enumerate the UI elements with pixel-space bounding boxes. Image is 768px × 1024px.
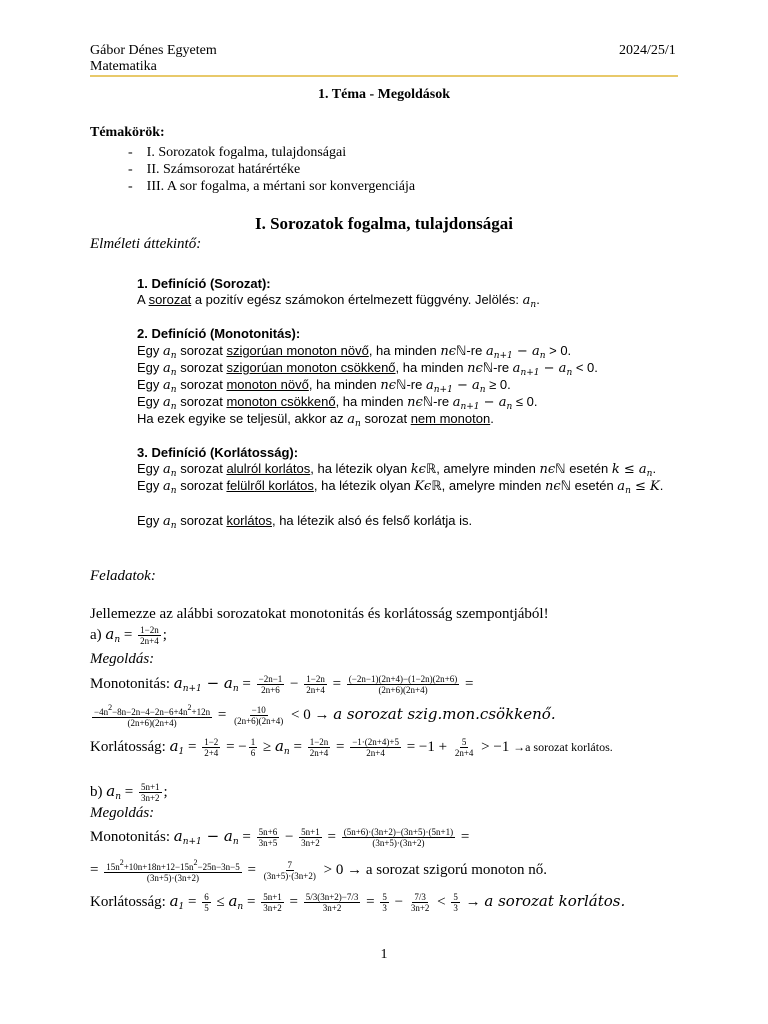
solution-label: Megoldás: (90, 805, 155, 821)
page-title: 1. Téma - Megoldások (318, 87, 450, 102)
def2-line: Egy $a_n$ sorozat monoton csökkenő, ha minden nϵℕ-re $a_{n+1} - a_n \le 0$. (137, 394, 538, 412)
def2-line: Ha ezek egyike se teljesül, akkor az $a_n$ sorozat nem monoton. (137, 411, 494, 429)
def2-line: Egy $a_n$ sorozat szigorúan monoton csökkenő, ha minden nϵℕ-re $a_{n+1} - a_n < 0$. (137, 360, 598, 378)
def1-text: A sorozat a pozitív egész számokon értelmezett függvény. Jelölés: $a_n$. (137, 292, 540, 310)
mono-a-line2: $\frac{-4n2-8n-2n-4-2n-6+4n2+12n}{(2n+6)(2n+4)}$ = $\frac{-10}{(2n+6)(2n+4)}$ < 0 → a sorozat szig.mon.csökkenő. (94, 703, 556, 728)
def3-line: Egy $a_n$ sorozat korlátos, ha létezik alsó és felső korlátja is. (137, 513, 473, 531)
header-rule (90, 75, 678, 77)
task-b: b) $a_n$ = $\frac{5n+1}{3n+2}$ ; (90, 782, 168, 804)
solution-label: Megoldás: (90, 651, 155, 667)
def2-line: Egy $a_n$ sorozat szigorúan monoton növő, ha minden nϵℕ-re $a_{n+1} - a_n > 0$. (137, 343, 572, 361)
def2-line: Egy $a_n$ sorozat monoton növő, ha minden nϵℕ-re $a_{n+1} - a_n \ge 0$. (137, 377, 511, 395)
university-name: Gábor Dénes Egyetem (90, 43, 217, 58)
def1-title: 1. Definíció (Sorozat): (137, 276, 271, 291)
overview-label: Elméleti áttekintő: (90, 236, 202, 252)
tasks-label: Feladatok: (90, 568, 156, 584)
def2-title: 2. Definíció (Monotonitás): (137, 326, 301, 341)
bound-b-line: Korlátosság: $a_1$ = $\frac{6}{5}$ ≤ $a_n$ = $\frac{5n+1}{3n+2}$ = $\frac{5/3(3n+2)-7/3}{3n+2}$ = $\frac{5}{3}$ − $\frac{7/3}{3n+2}$ < $\frac{5}{3}$ → a sorozat korlátos. (90, 892, 626, 914)
def3-line: Egy $a_n$ sorozat alulról korlátos, ha létezik olyan kϵℝ, amelyre minden nϵℕ esetén $k \le a_n$. (137, 461, 657, 479)
topic-item: - III. A sor fogalma, a mértani sor konvergenciája (128, 179, 416, 194)
section-title: I. Sorozatok fogalma, tulajdonságai (254, 214, 513, 233)
subject-name: Matematika (90, 59, 157, 74)
mono-a-line1: Monotonitás: $a_{n+1} - a_n$ = $\frac{-2n-1}{2n+6}$ − $\frac{1-2n}{2n+4}$ = $\frac{(-2n-1)(2n+4)-(1-2n)(2n+6)}{(2n+6)(2n+4)}$ = (90, 674, 474, 696)
def3-line: Egy $a_n$ sorozat felülről korlátos, ha létezik olyan Kϵℝ, amelyre minden nϵℕ esetén $a_n \le K$. (137, 478, 664, 496)
header-date: 2024/25/1 (619, 43, 676, 58)
def3-title: 3. Definíció (Korlátosság): (137, 445, 299, 460)
topic-item: - II. Számsorozat határértéke (128, 162, 301, 177)
bound-a-line: Korlátosság: $a_1$ = $\frac{1-2}{2+4}$ = − $\frac{1}{6}$ ≥ $a_n$ = $\frac{1-2n}{2n+4}$ = $\frac{-1\cdot(2n+4)+5}{2n+4}$ = −1 + $\frac{5}{2n+4}$ > −1 →a sorozat korlátos. (90, 737, 613, 759)
topic-item: - I. Sorozatok fogalma, tulajdonságai (128, 145, 347, 160)
page-number: 1 (380, 947, 388, 962)
mono-b-line2: = $\frac{15n2+10n+18n+12-15n2-25n-3n-5}{(3n+5)\cdot(3n+2)}$ = $\frac{7}{(3n+5)\cdot(3n+2)}$ > 0 → a sorozat szigorú monoton nő. (90, 858, 548, 883)
mono-b-line1: Monotonitás: $a_{n+1} - a_n$ = $\frac{5n+6}{3n+5}$ − $\frac{5n+1}{3n+2}$ = $\frac{(5n+6)\cdot(3n+2)-(3n+5)\cdot(5n+1)}{(3n+5)\cdot(3n+2)}$ = (90, 827, 470, 849)
topics-heading: Témakörök: (90, 125, 165, 140)
task-intro: Jellemezze az alábbi sorozatokat monotonitás és korlátosság szempontjából! (90, 606, 549, 622)
task-a: a) $a_n$ = $\frac{1-2n}{2n+4}$ ; (90, 625, 167, 647)
